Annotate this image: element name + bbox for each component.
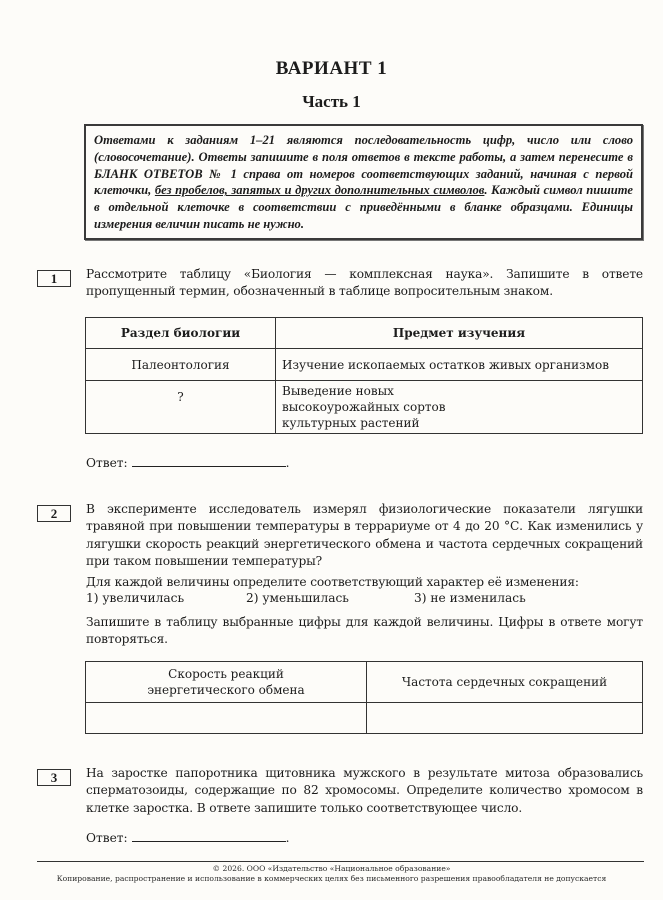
footer-copyright: © 2026. ООО «Издательство «Национальное образование» — [212, 864, 451, 873]
table-cell: Изучение ископаемых остатков живых организмов — [276, 349, 643, 381]
task-2-options — [86, 591, 643, 609]
table-header-cell: Частота сердечных сокращений — [367, 662, 643, 703]
task-3-answer — [86, 829, 290, 845]
footer-notice: Копирование, распространение и использование в коммерческих целях без письменного разрешения правообладателя не допускается — [56, 874, 607, 883]
task-1-table — [85, 317, 643, 434]
task-2-text: В эксперименте исследователь измерял физиологические показатели лягушки травяной при повышении температуры в террариуме от 4 до 20 °С. Как изменились у лягушки скорость реакций энергетического обмена и частота сердечных сокращений при таком повышении температуры? — [86, 502, 643, 568]
table-header-cell: Раздел биологии — [86, 318, 276, 349]
table-cell: Палеонтология — [86, 349, 276, 381]
table-answer-row — [86, 703, 643, 734]
answer-label: Ответ: — [86, 456, 128, 470]
task-1-text: Рассмотрите таблицу «Биология — комплексная наука». Запишите в ответе пропущенный термин, обозначенный в таблице вопросительным знаком. — [86, 267, 643, 299]
answer-period: . — [285, 831, 290, 845]
table-cell-missing: ? — [86, 381, 276, 434]
task-2-instruction: Запишите в таблицу выбранные цифры для каждой величины. Цифры в ответе могут повторяться. — [86, 615, 643, 647]
answer-cell-metabolism[interactable] — [86, 703, 367, 734]
task-3-text: На заростке папоротника щитовника мужского в результате митоза образовались сперматозоиды, содержащие по 82 хромосомы. Определите количество хромосом в клетке заростка. В ответе запишите только соответствующее число. — [86, 766, 643, 815]
variant-title: ВАРИАНТ 1 — [275, 58, 388, 79]
table-header-cell: Предмет изучения — [276, 318, 643, 349]
table-row — [86, 381, 643, 434]
answer-input-1[interactable] — [132, 454, 286, 467]
instructions-text-2: . Каждый символ пишите в отдельной клеточке в соответствии с приведёнными в бланке образцами. Единицы измерения величин писать не нужно. — [94, 183, 634, 231]
table-row — [86, 349, 643, 381]
answer-label: Ответ: — [86, 831, 128, 845]
task-number-2: 2 — [37, 505, 71, 522]
instructions-underlined: без пробелов, запятых и других дополнительных символов — [154, 183, 485, 198]
table-cell: Выведение новых высокоурожайных сортов культурных растений — [276, 381, 643, 434]
part-title: Часть 1 — [302, 92, 361, 111]
table-header-cell: Скорость реакций энергетического обмена — [86, 662, 367, 703]
footer-divider — [37, 861, 644, 862]
answer-period: . — [285, 456, 290, 470]
table-header-row — [86, 662, 643, 703]
instructions-text-1: Ответами к заданиям 1–21 являются последовательность цифр, число или слово (словосочетание). Ответы запишите в поля ответов в тексте работы, а затем перенесите в БЛАНК ОТВЕТОВ № 1 справа от номеров соответствующих заданий, начиная с первой клеточки, — [94, 133, 633, 198]
task-1-answer — [86, 454, 290, 470]
option-unchanged: 3) не изменилась — [414, 591, 526, 605]
answer-input-3[interactable] — [132, 829, 286, 842]
task-number-1: 1 — [37, 270, 71, 287]
table-header-row — [86, 318, 643, 349]
task-2-answer-table — [85, 661, 643, 734]
option-increased: 1) увеличилась — [86, 591, 185, 605]
task-2-prompt: Для каждой величины определите соответствующий характер её изменения: — [86, 575, 579, 589]
instructions-box — [84, 124, 643, 240]
answer-cell-heart-rate[interactable] — [367, 703, 643, 734]
option-decreased: 2) уменьшилась — [246, 591, 349, 605]
task-number-3: 3 — [37, 769, 71, 786]
